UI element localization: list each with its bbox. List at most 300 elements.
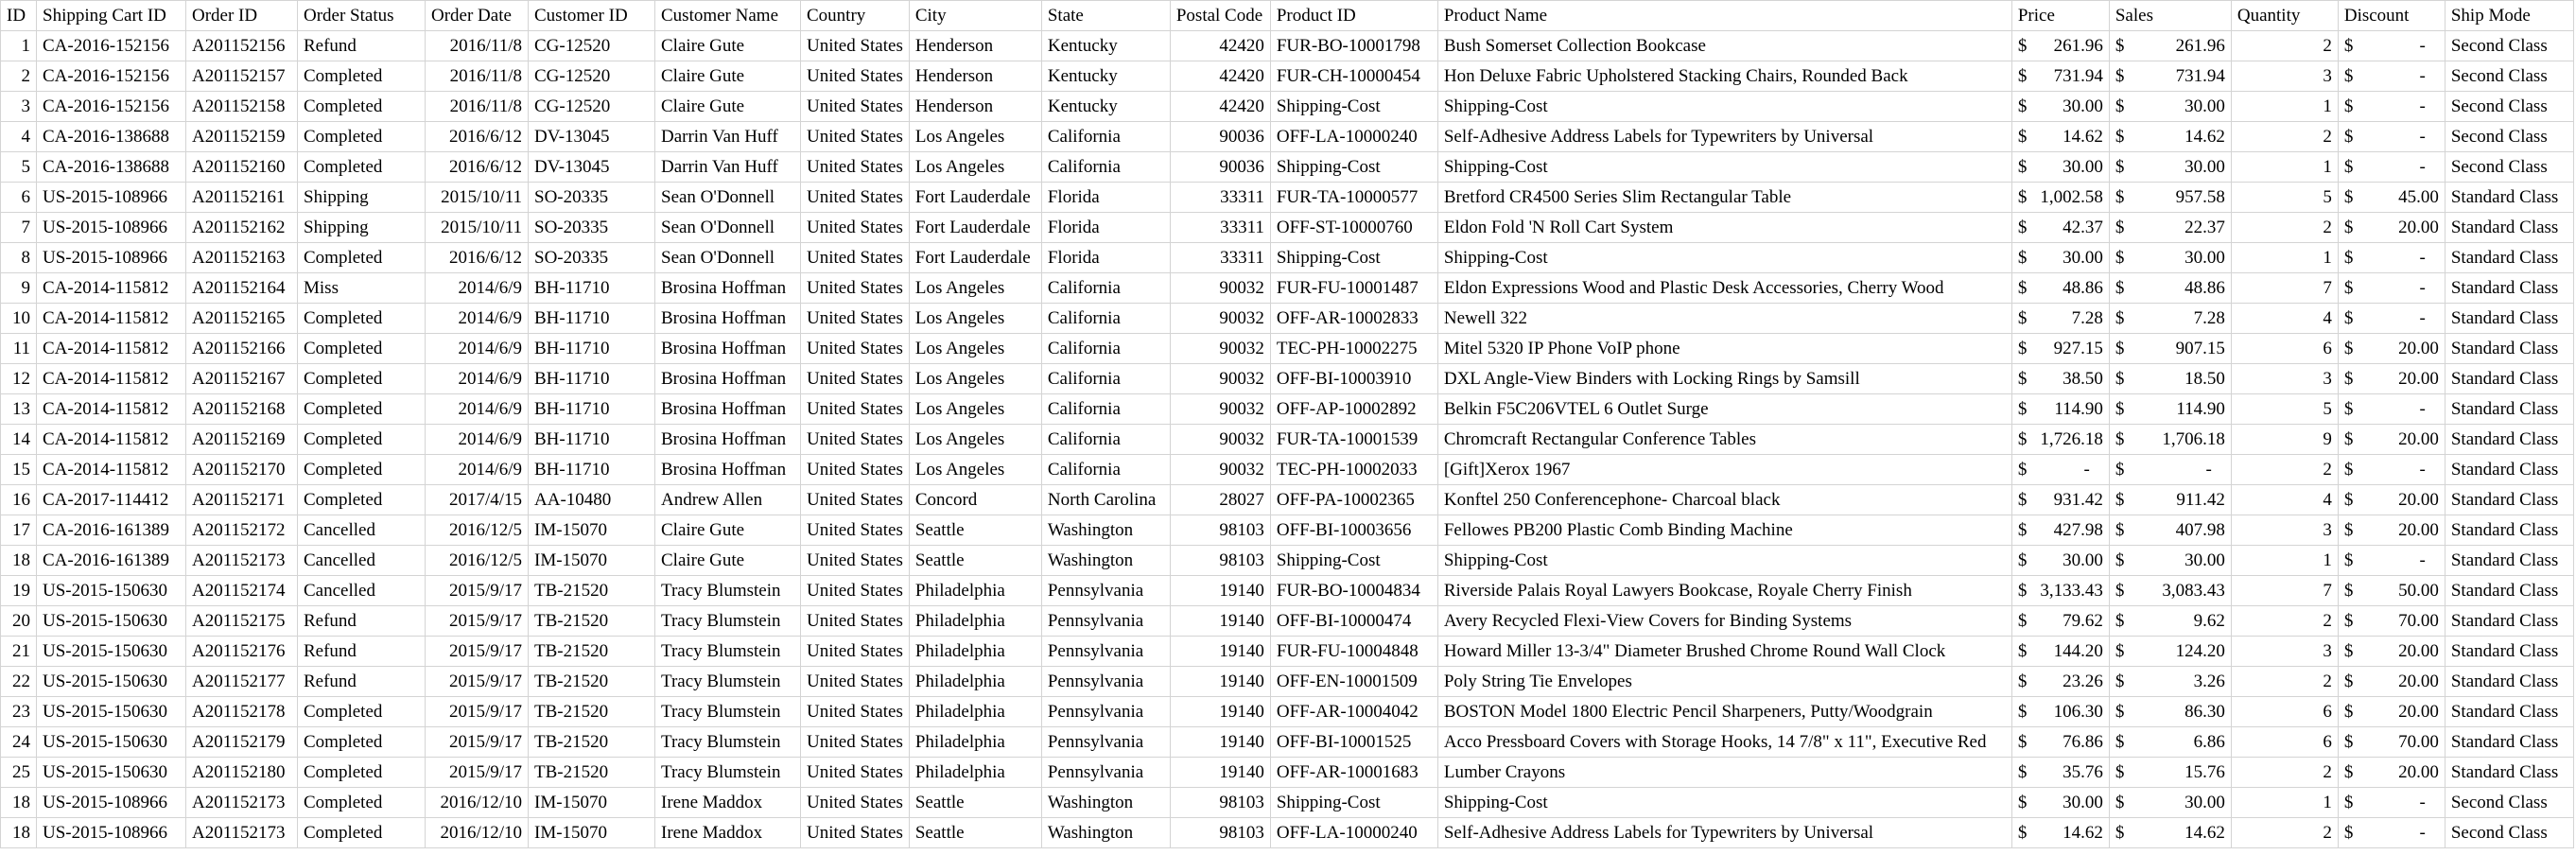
- cell-discount[interactable]: [2338, 818, 2445, 848]
- cell-order-date[interactable]: 2014/6/9: [426, 364, 529, 394]
- cell-quantity[interactable]: 2: [2231, 213, 2338, 243]
- cell-city[interactable]: Seattle: [909, 546, 1041, 576]
- cell-postal-code[interactable]: 90032: [1170, 425, 1270, 455]
- header-customer-id[interactable]: Customer ID: [529, 1, 655, 31]
- cell-quantity[interactable]: 3: [2231, 364, 2338, 394]
- cell-city[interactable]: Seattle: [909, 788, 1041, 818]
- cell-order-status[interactable]: Completed: [298, 122, 426, 152]
- cell-customer-name[interactable]: Claire Gute: [655, 92, 801, 122]
- cell-product-id[interactable]: OFF-AR-10004042: [1270, 697, 1437, 727]
- cell-state[interactable]: California: [1041, 334, 1170, 364]
- cell-discount[interactable]: [2338, 394, 2445, 425]
- cell-discount[interactable]: [2338, 667, 2445, 697]
- cell-order-id[interactable]: A201152157: [186, 61, 298, 92]
- cell-product-id[interactable]: OFF-PA-10002365: [1270, 485, 1437, 515]
- cell-state[interactable]: California: [1041, 364, 1170, 394]
- cell-city[interactable]: Philadelphia: [909, 606, 1041, 637]
- cell-ship-mode[interactable]: Standard Class: [2445, 425, 2573, 455]
- cell-order-status[interactable]: Cancelled: [298, 546, 426, 576]
- cell-sales[interactable]: [2109, 92, 2231, 122]
- cell-product-id[interactable]: OFF-AP-10002892: [1270, 394, 1437, 425]
- cell-ship-mode[interactable]: Standard Class: [2445, 606, 2573, 637]
- cell-product-id[interactable]: FUR-TA-10001539: [1270, 425, 1437, 455]
- cell-customer-name[interactable]: Darrin Van Huff: [655, 122, 801, 152]
- cell-state[interactable]: Kentucky: [1041, 31, 1170, 61]
- cell-id[interactable]: 9: [1, 273, 37, 304]
- cell-quantity[interactable]: 6: [2231, 697, 2338, 727]
- cell-id[interactable]: 7: [1, 213, 37, 243]
- cell-order-date[interactable]: 2016/11/8: [426, 61, 529, 92]
- cell-sales[interactable]: [2109, 788, 2231, 818]
- cell-order-status[interactable]: Completed: [298, 485, 426, 515]
- cell-country[interactable]: United States: [801, 758, 910, 788]
- cell-customer-name[interactable]: Brosina Hoffman: [655, 394, 801, 425]
- header-product-id[interactable]: Product ID: [1270, 1, 1437, 31]
- cell-order-id[interactable]: A201152174: [186, 576, 298, 606]
- cell-state[interactable]: Washington: [1041, 818, 1170, 848]
- cell-price[interactable]: [2011, 425, 2109, 455]
- cell-product-name[interactable]: [Gift]Xerox 1967: [1437, 455, 2011, 485]
- cell-country[interactable]: United States: [801, 818, 910, 848]
- cell-postal-code[interactable]: 90032: [1170, 273, 1270, 304]
- cell-discount[interactable]: [2338, 122, 2445, 152]
- cell-product-id[interactable]: Shipping-Cost: [1270, 92, 1437, 122]
- cell-product-id[interactable]: OFF-LA-10000240: [1270, 122, 1437, 152]
- cell-quantity[interactable]: 3: [2231, 61, 2338, 92]
- cell-city[interactable]: Los Angeles: [909, 455, 1041, 485]
- cell-product-name[interactable]: Bush Somerset Collection Bookcase: [1437, 31, 2011, 61]
- cell-id[interactable]: 14: [1, 425, 37, 455]
- cell-state[interactable]: Washington: [1041, 788, 1170, 818]
- cell-ship-mode[interactable]: Standard Class: [2445, 697, 2573, 727]
- cell-customer-name[interactable]: Tracy Blumstein: [655, 576, 801, 606]
- cell-customer-name[interactable]: Andrew Allen: [655, 485, 801, 515]
- cell-country[interactable]: United States: [801, 546, 910, 576]
- cell-id[interactable]: 10: [1, 304, 37, 334]
- cell-city[interactable]: Los Angeles: [909, 122, 1041, 152]
- cell-country[interactable]: United States: [801, 606, 910, 637]
- cell-ship-mode[interactable]: Standard Class: [2445, 727, 2573, 758]
- cell-country[interactable]: United States: [801, 152, 910, 183]
- cell-product-name[interactable]: Poly String Tie Envelopes: [1437, 667, 2011, 697]
- cell-price[interactable]: [2011, 122, 2109, 152]
- cell-order-status[interactable]: Completed: [298, 394, 426, 425]
- cell-order-id[interactable]: A201152178: [186, 697, 298, 727]
- cell-customer-name[interactable]: Tracy Blumstein: [655, 606, 801, 637]
- cell-country[interactable]: United States: [801, 31, 910, 61]
- cell-order-id[interactable]: A201152167: [186, 364, 298, 394]
- cell-order-id[interactable]: A201152163: [186, 243, 298, 273]
- cell-order-id[interactable]: A201152161: [186, 183, 298, 213]
- cell-product-name[interactable]: Self-Adhesive Address Labels for Typewriters by Universal: [1437, 818, 2011, 848]
- cell-product-id[interactable]: OFF-EN-10001509: [1270, 667, 1437, 697]
- cell-customer-name[interactable]: Claire Gute: [655, 515, 801, 546]
- cell-city[interactable]: Philadelphia: [909, 758, 1041, 788]
- cell-product-name[interactable]: Howard Miller 13-3/4" Diameter Brushed Chrome Round Wall Clock: [1437, 637, 2011, 667]
- cell-shipping-cart-id[interactable]: US-2015-150630: [37, 637, 186, 667]
- cell-postal-code[interactable]: 42420: [1170, 31, 1270, 61]
- cell-shipping-cart-id[interactable]: CA-2016-152156: [37, 31, 186, 61]
- cell-state[interactable]: California: [1041, 394, 1170, 425]
- cell-order-date[interactable]: 2016/6/12: [426, 152, 529, 183]
- cell-order-date[interactable]: 2016/6/12: [426, 122, 529, 152]
- cell-postal-code[interactable]: 19140: [1170, 637, 1270, 667]
- cell-sales[interactable]: [2109, 637, 2231, 667]
- cell-ship-mode[interactable]: Standard Class: [2445, 243, 2573, 273]
- cell-order-id[interactable]: A201152156: [186, 31, 298, 61]
- cell-customer-name[interactable]: Sean O'Donnell: [655, 213, 801, 243]
- cell-order-date[interactable]: 2015/10/11: [426, 183, 529, 213]
- cell-city[interactable]: Los Angeles: [909, 304, 1041, 334]
- cell-ship-mode[interactable]: Second Class: [2445, 122, 2573, 152]
- cell-price[interactable]: [2011, 243, 2109, 273]
- cell-state[interactable]: Kentucky: [1041, 92, 1170, 122]
- cell-order-status[interactable]: Refund: [298, 606, 426, 637]
- cell-state[interactable]: Pennsylvania: [1041, 727, 1170, 758]
- cell-customer-id[interactable]: BH-11710: [529, 425, 655, 455]
- cell-sales[interactable]: [2109, 546, 2231, 576]
- cell-shipping-cart-id[interactable]: US-2015-108966: [37, 788, 186, 818]
- cell-price[interactable]: [2011, 606, 2109, 637]
- cell-order-status[interactable]: Refund: [298, 31, 426, 61]
- cell-product-id[interactable]: FUR-BO-10004834: [1270, 576, 1437, 606]
- cell-shipping-cart-id[interactable]: CA-2016-138688: [37, 122, 186, 152]
- cell-price[interactable]: [2011, 304, 2109, 334]
- cell-order-status[interactable]: Cancelled: [298, 515, 426, 546]
- cell-sales[interactable]: [2109, 61, 2231, 92]
- cell-shipping-cart-id[interactable]: US-2015-150630: [37, 576, 186, 606]
- cell-customer-name[interactable]: Claire Gute: [655, 61, 801, 92]
- cell-customer-id[interactable]: TB-21520: [529, 606, 655, 637]
- cell-ship-mode[interactable]: Standard Class: [2445, 334, 2573, 364]
- cell-state[interactable]: California: [1041, 425, 1170, 455]
- cell-postal-code[interactable]: 19140: [1170, 727, 1270, 758]
- cell-order-date[interactable]: 2016/11/8: [426, 92, 529, 122]
- cell-quantity[interactable]: 1: [2231, 92, 2338, 122]
- cell-sales[interactable]: [2109, 455, 2231, 485]
- cell-ship-mode[interactable]: Second Class: [2445, 92, 2573, 122]
- cell-shipping-cart-id[interactable]: CA-2014-115812: [37, 425, 186, 455]
- cell-id[interactable]: 19: [1, 576, 37, 606]
- cell-product-id[interactable]: OFF-BI-10000474: [1270, 606, 1437, 637]
- cell-product-id[interactable]: Shipping-Cost: [1270, 152, 1437, 183]
- cell-order-date[interactable]: 2014/6/9: [426, 273, 529, 304]
- cell-state[interactable]: California: [1041, 273, 1170, 304]
- cell-order-id[interactable]: A201152173: [186, 546, 298, 576]
- cell-order-date[interactable]: 2016/12/10: [426, 818, 529, 848]
- cell-country[interactable]: United States: [801, 485, 910, 515]
- cell-city[interactable]: Seattle: [909, 818, 1041, 848]
- cell-quantity[interactable]: 3: [2231, 515, 2338, 546]
- cell-id[interactable]: 12: [1, 364, 37, 394]
- cell-discount[interactable]: [2338, 606, 2445, 637]
- cell-postal-code[interactable]: 98103: [1170, 515, 1270, 546]
- cell-id[interactable]: 15: [1, 455, 37, 485]
- cell-sales[interactable]: [2109, 515, 2231, 546]
- cell-price[interactable]: [2011, 455, 2109, 485]
- cell-ship-mode[interactable]: Standard Class: [2445, 455, 2573, 485]
- cell-ship-mode[interactable]: Standard Class: [2445, 515, 2573, 546]
- cell-order-id[interactable]: A201152175: [186, 606, 298, 637]
- cell-product-name[interactable]: Konftel 250 Conferencephone- Charcoal black: [1437, 485, 2011, 515]
- cell-state[interactable]: North Carolina: [1041, 485, 1170, 515]
- cell-city[interactable]: Philadelphia: [909, 667, 1041, 697]
- cell-id[interactable]: 6: [1, 183, 37, 213]
- header-price[interactable]: Price: [2011, 1, 2109, 31]
- cell-customer-id[interactable]: AA-10480: [529, 485, 655, 515]
- cell-order-id[interactable]: A201152159: [186, 122, 298, 152]
- cell-shipping-cart-id[interactable]: US-2015-108966: [37, 818, 186, 848]
- cell-quantity[interactable]: 1: [2231, 243, 2338, 273]
- cell-sales[interactable]: [2109, 304, 2231, 334]
- cell-shipping-cart-id[interactable]: US-2015-150630: [37, 758, 186, 788]
- cell-quantity[interactable]: 3: [2231, 637, 2338, 667]
- cell-customer-id[interactable]: SO-20335: [529, 183, 655, 213]
- cell-sales[interactable]: [2109, 213, 2231, 243]
- cell-customer-name[interactable]: Tracy Blumstein: [655, 697, 801, 727]
- cell-order-status[interactable]: Refund: [298, 667, 426, 697]
- cell-postal-code[interactable]: 90032: [1170, 455, 1270, 485]
- cell-product-name[interactable]: Chromcraft Rectangular Conference Tables: [1437, 425, 2011, 455]
- cell-order-id[interactable]: A201152162: [186, 213, 298, 243]
- cell-customer-name[interactable]: Claire Gute: [655, 546, 801, 576]
- cell-city[interactable]: Seattle: [909, 515, 1041, 546]
- cell-discount[interactable]: [2338, 31, 2445, 61]
- cell-sales[interactable]: [2109, 425, 2231, 455]
- cell-customer-id[interactable]: IM-15070: [529, 546, 655, 576]
- cell-customer-id[interactable]: SO-20335: [529, 213, 655, 243]
- header-order-status[interactable]: Order Status: [298, 1, 426, 31]
- cell-city[interactable]: Philadelphia: [909, 576, 1041, 606]
- header-postal-code[interactable]: Postal Code: [1170, 1, 1270, 31]
- cell-quantity[interactable]: 1: [2231, 546, 2338, 576]
- cell-shipping-cart-id[interactable]: CA-2014-115812: [37, 364, 186, 394]
- cell-order-id[interactable]: A201152173: [186, 788, 298, 818]
- cell-customer-name[interactable]: Claire Gute: [655, 31, 801, 61]
- cell-customer-id[interactable]: BH-11710: [529, 394, 655, 425]
- cell-customer-id[interactable]: BH-11710: [529, 364, 655, 394]
- cell-order-status[interactable]: Completed: [298, 758, 426, 788]
- cell-shipping-cart-id[interactable]: CA-2016-161389: [37, 546, 186, 576]
- cell-customer-id[interactable]: BH-11710: [529, 334, 655, 364]
- cell-order-date[interactable]: 2015/9/17: [426, 667, 529, 697]
- cell-product-name[interactable]: Belkin F5C206VTEL 6 Outlet Surge: [1437, 394, 2011, 425]
- cell-order-date[interactable]: 2015/10/11: [426, 213, 529, 243]
- cell-discount[interactable]: [2338, 576, 2445, 606]
- cell-id[interactable]: 21: [1, 637, 37, 667]
- cell-customer-id[interactable]: BH-11710: [529, 455, 655, 485]
- cell-order-date[interactable]: 2015/9/17: [426, 758, 529, 788]
- cell-order-status[interactable]: Cancelled: [298, 576, 426, 606]
- cell-product-name[interactable]: Eldon Fold 'N Roll Cart System: [1437, 213, 2011, 243]
- cell-city[interactable]: Los Angeles: [909, 394, 1041, 425]
- cell-id[interactable]: 18: [1, 818, 37, 848]
- cell-country[interactable]: United States: [801, 425, 910, 455]
- cell-sales[interactable]: [2109, 667, 2231, 697]
- cell-quantity[interactable]: 4: [2231, 485, 2338, 515]
- cell-quantity[interactable]: 2: [2231, 606, 2338, 637]
- cell-order-date[interactable]: 2015/9/17: [426, 637, 529, 667]
- cell-sales[interactable]: [2109, 183, 2231, 213]
- cell-customer-name[interactable]: Tracy Blumstein: [655, 758, 801, 788]
- cell-city[interactable]: Fort Lauderdale: [909, 243, 1041, 273]
- cell-product-name[interactable]: Self-Adhesive Address Labels for Typewriters by Universal: [1437, 122, 2011, 152]
- cell-discount[interactable]: [2338, 92, 2445, 122]
- cell-sales[interactable]: [2109, 243, 2231, 273]
- cell-shipping-cart-id[interactable]: CA-2017-114412: [37, 485, 186, 515]
- cell-quantity[interactable]: 2: [2231, 818, 2338, 848]
- cell-country[interactable]: United States: [801, 183, 910, 213]
- cell-customer-id[interactable]: IM-15070: [529, 788, 655, 818]
- cell-customer-name[interactable]: Brosina Hoffman: [655, 334, 801, 364]
- cell-customer-id[interactable]: BH-11710: [529, 304, 655, 334]
- cell-price[interactable]: [2011, 667, 2109, 697]
- cell-quantity[interactable]: 4: [2231, 304, 2338, 334]
- cell-price[interactable]: [2011, 61, 2109, 92]
- cell-customer-id[interactable]: DV-13045: [529, 152, 655, 183]
- cell-order-date[interactable]: 2014/6/9: [426, 304, 529, 334]
- cell-postal-code[interactable]: 33311: [1170, 213, 1270, 243]
- cell-sales[interactable]: [2109, 818, 2231, 848]
- cell-price[interactable]: [2011, 515, 2109, 546]
- cell-price[interactable]: [2011, 818, 2109, 848]
- cell-order-status[interactable]: Refund: [298, 637, 426, 667]
- cell-price[interactable]: [2011, 92, 2109, 122]
- cell-sales[interactable]: [2109, 576, 2231, 606]
- cell-quantity[interactable]: 2: [2231, 758, 2338, 788]
- cell-shipping-cart-id[interactable]: US-2015-108966: [37, 213, 186, 243]
- cell-customer-id[interactable]: TB-21520: [529, 697, 655, 727]
- cell-country[interactable]: United States: [801, 637, 910, 667]
- cell-customer-name[interactable]: Brosina Hoffman: [655, 455, 801, 485]
- cell-shipping-cart-id[interactable]: US-2015-108966: [37, 243, 186, 273]
- cell-postal-code[interactable]: 90036: [1170, 152, 1270, 183]
- cell-ship-mode[interactable]: Standard Class: [2445, 576, 2573, 606]
- cell-product-name[interactable]: Shipping-Cost: [1437, 92, 2011, 122]
- cell-id[interactable]: 8: [1, 243, 37, 273]
- cell-order-date[interactable]: 2014/6/9: [426, 425, 529, 455]
- cell-customer-id[interactable]: TB-21520: [529, 758, 655, 788]
- cell-id[interactable]: 16: [1, 485, 37, 515]
- cell-country[interactable]: United States: [801, 61, 910, 92]
- cell-state[interactable]: Pennsylvania: [1041, 637, 1170, 667]
- cell-postal-code[interactable]: 98103: [1170, 546, 1270, 576]
- cell-order-status[interactable]: Miss: [298, 273, 426, 304]
- cell-product-id[interactable]: TEC-PH-10002275: [1270, 334, 1437, 364]
- cell-country[interactable]: United States: [801, 334, 910, 364]
- cell-shipping-cart-id[interactable]: CA-2016-152156: [37, 61, 186, 92]
- cell-product-id[interactable]: OFF-BI-10003910: [1270, 364, 1437, 394]
- cell-id[interactable]: 13: [1, 394, 37, 425]
- cell-postal-code[interactable]: 90032: [1170, 394, 1270, 425]
- cell-order-status[interactable]: Completed: [298, 697, 426, 727]
- cell-country[interactable]: United States: [801, 304, 910, 334]
- cell-customer-id[interactable]: TB-21520: [529, 637, 655, 667]
- cell-price[interactable]: [2011, 758, 2109, 788]
- cell-postal-code[interactable]: 33311: [1170, 183, 1270, 213]
- cell-quantity[interactable]: 9: [2231, 425, 2338, 455]
- cell-city[interactable]: Fort Lauderdale: [909, 213, 1041, 243]
- cell-order-id[interactable]: A201152180: [186, 758, 298, 788]
- cell-state[interactable]: Pennsylvania: [1041, 758, 1170, 788]
- cell-quantity[interactable]: 7: [2231, 273, 2338, 304]
- cell-customer-name[interactable]: Darrin Van Huff: [655, 152, 801, 183]
- cell-shipping-cart-id[interactable]: CA-2014-115812: [37, 304, 186, 334]
- cell-country[interactable]: United States: [801, 697, 910, 727]
- cell-id[interactable]: 24: [1, 727, 37, 758]
- cell-postal-code[interactable]: 98103: [1170, 788, 1270, 818]
- cell-product-name[interactable]: Mitel 5320 IP Phone VoIP phone: [1437, 334, 2011, 364]
- cell-sales[interactable]: [2109, 394, 2231, 425]
- cell-city[interactable]: Los Angeles: [909, 273, 1041, 304]
- cell-shipping-cart-id[interactable]: US-2015-150630: [37, 727, 186, 758]
- cell-sales[interactable]: [2109, 758, 2231, 788]
- cell-discount[interactable]: [2338, 334, 2445, 364]
- cell-id[interactable]: 1: [1, 31, 37, 61]
- cell-shipping-cart-id[interactable]: US-2015-150630: [37, 606, 186, 637]
- cell-product-name[interactable]: Newell 322: [1437, 304, 2011, 334]
- cell-quantity[interactable]: 2: [2231, 31, 2338, 61]
- cell-product-id[interactable]: FUR-BO-10001798: [1270, 31, 1437, 61]
- cell-order-date[interactable]: 2014/6/9: [426, 334, 529, 364]
- cell-quantity[interactable]: 2: [2231, 455, 2338, 485]
- cell-price[interactable]: [2011, 213, 2109, 243]
- cell-quantity[interactable]: 2: [2231, 122, 2338, 152]
- cell-id[interactable]: 3: [1, 92, 37, 122]
- cell-ship-mode[interactable]: Standard Class: [2445, 667, 2573, 697]
- cell-quantity[interactable]: 5: [2231, 394, 2338, 425]
- cell-customer-id[interactable]: IM-15070: [529, 515, 655, 546]
- cell-postal-code[interactable]: 90032: [1170, 334, 1270, 364]
- cell-country[interactable]: United States: [801, 364, 910, 394]
- cell-city[interactable]: Henderson: [909, 31, 1041, 61]
- cell-price[interactable]: [2011, 727, 2109, 758]
- cell-country[interactable]: United States: [801, 213, 910, 243]
- cell-sales[interactable]: [2109, 364, 2231, 394]
- cell-product-name[interactable]: Avery Recycled Flexi-View Covers for Binding Systems: [1437, 606, 2011, 637]
- cell-discount[interactable]: [2338, 213, 2445, 243]
- cell-order-date[interactable]: 2015/9/17: [426, 727, 529, 758]
- cell-postal-code[interactable]: 19140: [1170, 758, 1270, 788]
- cell-id[interactable]: 22: [1, 667, 37, 697]
- cell-quantity[interactable]: 1: [2231, 788, 2338, 818]
- cell-country[interactable]: United States: [801, 788, 910, 818]
- cell-quantity[interactable]: 7: [2231, 576, 2338, 606]
- cell-city[interactable]: Henderson: [909, 92, 1041, 122]
- cell-discount[interactable]: [2338, 273, 2445, 304]
- cell-postal-code[interactable]: 33311: [1170, 243, 1270, 273]
- cell-ship-mode[interactable]: Second Class: [2445, 818, 2573, 848]
- cell-product-name[interactable]: Lumber Crayons: [1437, 758, 2011, 788]
- cell-city[interactable]: Los Angeles: [909, 152, 1041, 183]
- cell-price[interactable]: [2011, 697, 2109, 727]
- cell-price[interactable]: [2011, 152, 2109, 183]
- cell-sales[interactable]: [2109, 606, 2231, 637]
- cell-ship-mode[interactable]: Standard Class: [2445, 304, 2573, 334]
- cell-quantity[interactable]: 6: [2231, 334, 2338, 364]
- cell-customer-id[interactable]: CG-12520: [529, 92, 655, 122]
- cell-order-date[interactable]: 2016/12/10: [426, 788, 529, 818]
- cell-price[interactable]: [2011, 31, 2109, 61]
- cell-customer-id[interactable]: TB-21520: [529, 727, 655, 758]
- cell-order-date[interactable]: 2016/12/5: [426, 546, 529, 576]
- cell-product-id[interactable]: TEC-PH-10002033: [1270, 455, 1437, 485]
- cell-shipping-cart-id[interactable]: CA-2014-115812: [37, 394, 186, 425]
- header-id[interactable]: ID: [1, 1, 37, 31]
- cell-product-id[interactable]: FUR-CH-10000454: [1270, 61, 1437, 92]
- cell-customer-name[interactable]: Tracy Blumstein: [655, 667, 801, 697]
- cell-product-id[interactable]: Shipping-Cost: [1270, 788, 1437, 818]
